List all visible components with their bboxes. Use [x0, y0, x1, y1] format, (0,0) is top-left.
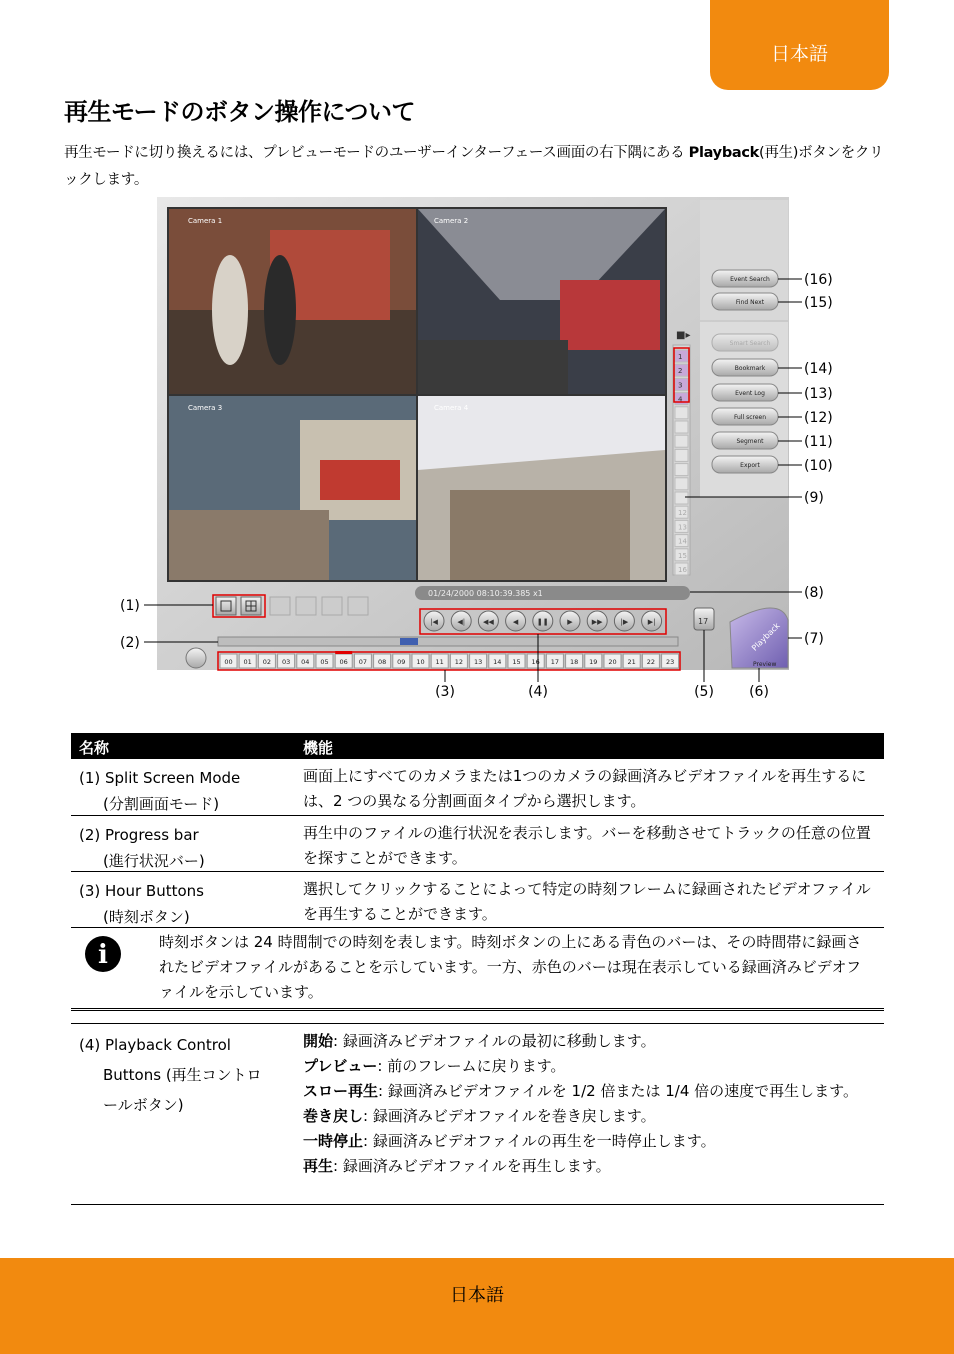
callout-label: (8): [804, 585, 824, 601]
hour-label: 16: [531, 658, 540, 666]
hour-label: 01: [243, 658, 252, 666]
hour-label: 11: [435, 658, 444, 666]
row-sub: (分割画面モード): [103, 795, 220, 813]
timestamp-text: 01/24/2000 08:10:39.385 x1: [428, 589, 543, 598]
playback-ui-screenshot: [120, 190, 840, 710]
hour-label: 17: [550, 658, 560, 666]
playback-item-term: 一時停止: [303, 1132, 364, 1150]
playback-item-desc: : 録画済みビデオファイルの再生を一時停止します。: [363, 1132, 716, 1150]
hour-label: 15: [512, 658, 521, 666]
camera-4-label: Camera 4: [434, 404, 469, 412]
callout-label: (12): [804, 410, 833, 426]
callout-label: (10): [804, 458, 833, 474]
language-tab: 日本語: [710, 0, 889, 90]
hour-label: 20: [608, 658, 617, 666]
playback-control-icon: |▶: [620, 618, 629, 626]
hour-label: 18: [569, 658, 579, 666]
playback-control-icon: ▶|: [647, 618, 656, 626]
callout-label: (1): [120, 598, 140, 614]
current-hour-marker: [335, 651, 352, 654]
camera-1-label: Camera 1: [188, 217, 223, 225]
function-table: [71, 733, 884, 1205]
clock-icon: [186, 648, 206, 668]
row-sub: (時刻ボタン): [103, 908, 190, 926]
channel-button[interactable]: [675, 407, 688, 419]
camera-3-label: Camera 3: [188, 404, 223, 412]
playback-items: [303, 1029, 875, 1179]
hour-label: 05: [320, 658, 329, 666]
playback-item: [303, 1054, 875, 1079]
camera-2-view[interactable]: [418, 209, 665, 394]
intro-text-before: 再生モードに切り換えるには、プレビューモードのユーザーインターフェース画面の右下隅にある: [64, 145, 689, 161]
hour-label: 06: [339, 658, 348, 666]
callout-label: (13): [804, 386, 833, 402]
row-sub: ールボタン): [103, 1096, 184, 1114]
hour-label: 09: [397, 658, 406, 666]
hour-label: 10: [416, 658, 425, 666]
hour-label: 21: [627, 658, 636, 666]
callout-label: (2): [120, 635, 140, 651]
hour-label: 14: [493, 658, 502, 666]
hour-label: 03: [281, 658, 291, 666]
hour-label: 08: [377, 658, 387, 666]
playback-item-term: 開始: [303, 1032, 334, 1050]
side-button-label: Smart Search: [729, 340, 771, 347]
progress-bar[interactable]: [218, 637, 678, 646]
camera-4-view[interactable]: [418, 396, 665, 580]
footer-lang: 日本語: [450, 1285, 504, 1306]
table-header: [71, 733, 884, 759]
camera-3-view[interactable]: [169, 396, 416, 580]
channel-button[interactable]: [675, 435, 688, 447]
callout-label: (4): [528, 684, 548, 700]
channel-button[interactable]: [675, 449, 688, 461]
playback-item-desc: : 前のフレームに戻ります。: [377, 1057, 566, 1075]
playback-item: [303, 1154, 875, 1179]
callout-label: (3): [435, 684, 455, 700]
header-name: 名称: [79, 739, 110, 757]
callout-label: (11): [804, 434, 833, 450]
callout-label: (9): [804, 490, 824, 506]
callout-label: (16): [804, 272, 833, 288]
page-title: 再生モードのボタン操作について: [64, 98, 416, 126]
calendar-icon: 17: [698, 617, 709, 626]
table-row-hour: [71, 872, 884, 927]
playback-item: [303, 1129, 875, 1154]
playback-label: Playback: [750, 620, 782, 653]
side-button-label: Event Search: [730, 276, 770, 283]
camera-icon: ■▸: [676, 330, 691, 341]
playback-item-term: 巻き戻し: [303, 1107, 364, 1125]
channel-label: 14: [678, 537, 687, 546]
row-desc: 選択してクリックすることによって特定の時刻フレームに録画されたビデオファイルを再生することができます。: [303, 880, 871, 923]
playback-item-term: 再生: [303, 1157, 334, 1175]
playback-item: [303, 1029, 875, 1054]
channel-label: 3: [678, 381, 683, 390]
preview-label: Preview: [753, 661, 777, 668]
playback-control-icon: ▶▶: [591, 618, 603, 626]
hour-label: 02: [262, 658, 272, 666]
row-desc: 画面上にすべてのカメラまたは1つのカメラの録画済みビデオファイルを再生するには、2 つの異なる分割画面タイプから選択します。: [303, 767, 867, 810]
channel-button[interactable]: [675, 464, 688, 476]
playback-item-desc: : 録画済みビデオファイルの最初に移動します。: [333, 1032, 656, 1050]
playback-item: [303, 1104, 875, 1129]
table-row-progress: [71, 816, 884, 872]
side-button-label: Segment: [736, 438, 764, 445]
hour-label: 07: [358, 658, 368, 666]
row-sub: (進行状況バー): [103, 852, 205, 870]
side-button-label: Event Log: [735, 390, 765, 397]
channel-label: 16: [678, 566, 687, 574]
channel-label: 1: [678, 353, 683, 361]
channel-label: 15: [678, 551, 687, 560]
callout-label: (15): [804, 295, 833, 311]
table-row-split: [71, 759, 884, 816]
row-name: (2) Progress bar: [79, 826, 199, 844]
hour-label: 00: [224, 658, 233, 666]
hour-label: 12: [454, 658, 464, 666]
intro-playback-word: Playback: [688, 145, 760, 161]
playback-control-icon: ◀|: [457, 618, 466, 626]
playback-control-icon: ▶: [567, 618, 573, 626]
side-button-label: Bookmark: [734, 365, 766, 372]
channel-label: 12: [678, 509, 687, 518]
row-desc: 再生中のファイルの進行状況を表示します。バーを移動させてトラックの任意の位置を探すことができます。: [303, 824, 871, 867]
header-function: 機能: [303, 739, 334, 757]
playback-item-term: スロー再生: [303, 1082, 379, 1100]
playback-item-desc: : 録画済みビデオファイルを巻き戻します。: [363, 1107, 656, 1125]
hour-label: 13: [473, 658, 483, 666]
hour-label: 19: [589, 658, 598, 666]
row-name: (4) Playback Control: [79, 1036, 231, 1054]
camera-2-label: Camera 2: [434, 217, 469, 225]
channel-button[interactable]: [675, 492, 688, 504]
row-sub: Buttons (再生コントロ: [103, 1066, 262, 1084]
split-1-button[interactable]: [216, 597, 236, 615]
playback-control-icon: ❚❚: [536, 618, 549, 626]
side-button-label: Find Next: [735, 299, 765, 306]
playback-item-desc: : 録画済みビデオファイルを 1/2 倍または 1/4 倍の速度で再生します。: [378, 1082, 858, 1100]
row-name: (1) Split Screen Mode: [79, 769, 241, 787]
note-text: 時刻ボタンは 24 時間制での時刻を表します。時刻ボタンの上にある青色のバーは、その時間帯に録画されたビデオファイルがあることを示しています。一方、赤色のバーは現在表示している録画済みビデオファイルを示しています。: [159, 933, 862, 1001]
progress-thumb[interactable]: [400, 638, 418, 645]
playback-item-desc: : 録画済みビデオファイルを再生します。: [333, 1157, 611, 1175]
callout-label: (14): [804, 361, 833, 377]
side-button-label: Export: [740, 462, 760, 469]
channel-button[interactable]: [675, 421, 688, 433]
note-box: [71, 927, 884, 1011]
hour-label: 23: [665, 658, 675, 666]
callout-label: (5): [694, 684, 714, 700]
channel-button[interactable]: [675, 478, 688, 490]
callout-label: (6): [749, 684, 769, 700]
row-name: (3) Hour Buttons: [79, 882, 204, 900]
channel-label: 2: [678, 367, 683, 376]
playback-item-term: プレビュー: [303, 1057, 378, 1075]
side-button-label: Full screen: [733, 414, 767, 421]
channel-label: 13: [678, 523, 687, 532]
callout-label: (7): [804, 631, 824, 647]
info-icon: i: [85, 936, 121, 972]
playback-control-icon: ◀◀: [483, 618, 494, 626]
camera-1-view[interactable]: [169, 209, 416, 394]
channel-label: 4: [678, 395, 683, 404]
intro-text-after: (再生)ボタンをクリックします。: [64, 145, 884, 188]
table-row-playback: [71, 1024, 884, 1205]
playback-control-icon: ◀: [512, 618, 519, 626]
hour-label: 04: [301, 658, 310, 666]
playback-item: [303, 1079, 875, 1104]
intro-paragraph: [64, 140, 894, 194]
hour-label: 22: [646, 658, 656, 666]
playback-control-icon: |◀: [430, 618, 438, 626]
footer-band: [0, 1258, 954, 1354]
